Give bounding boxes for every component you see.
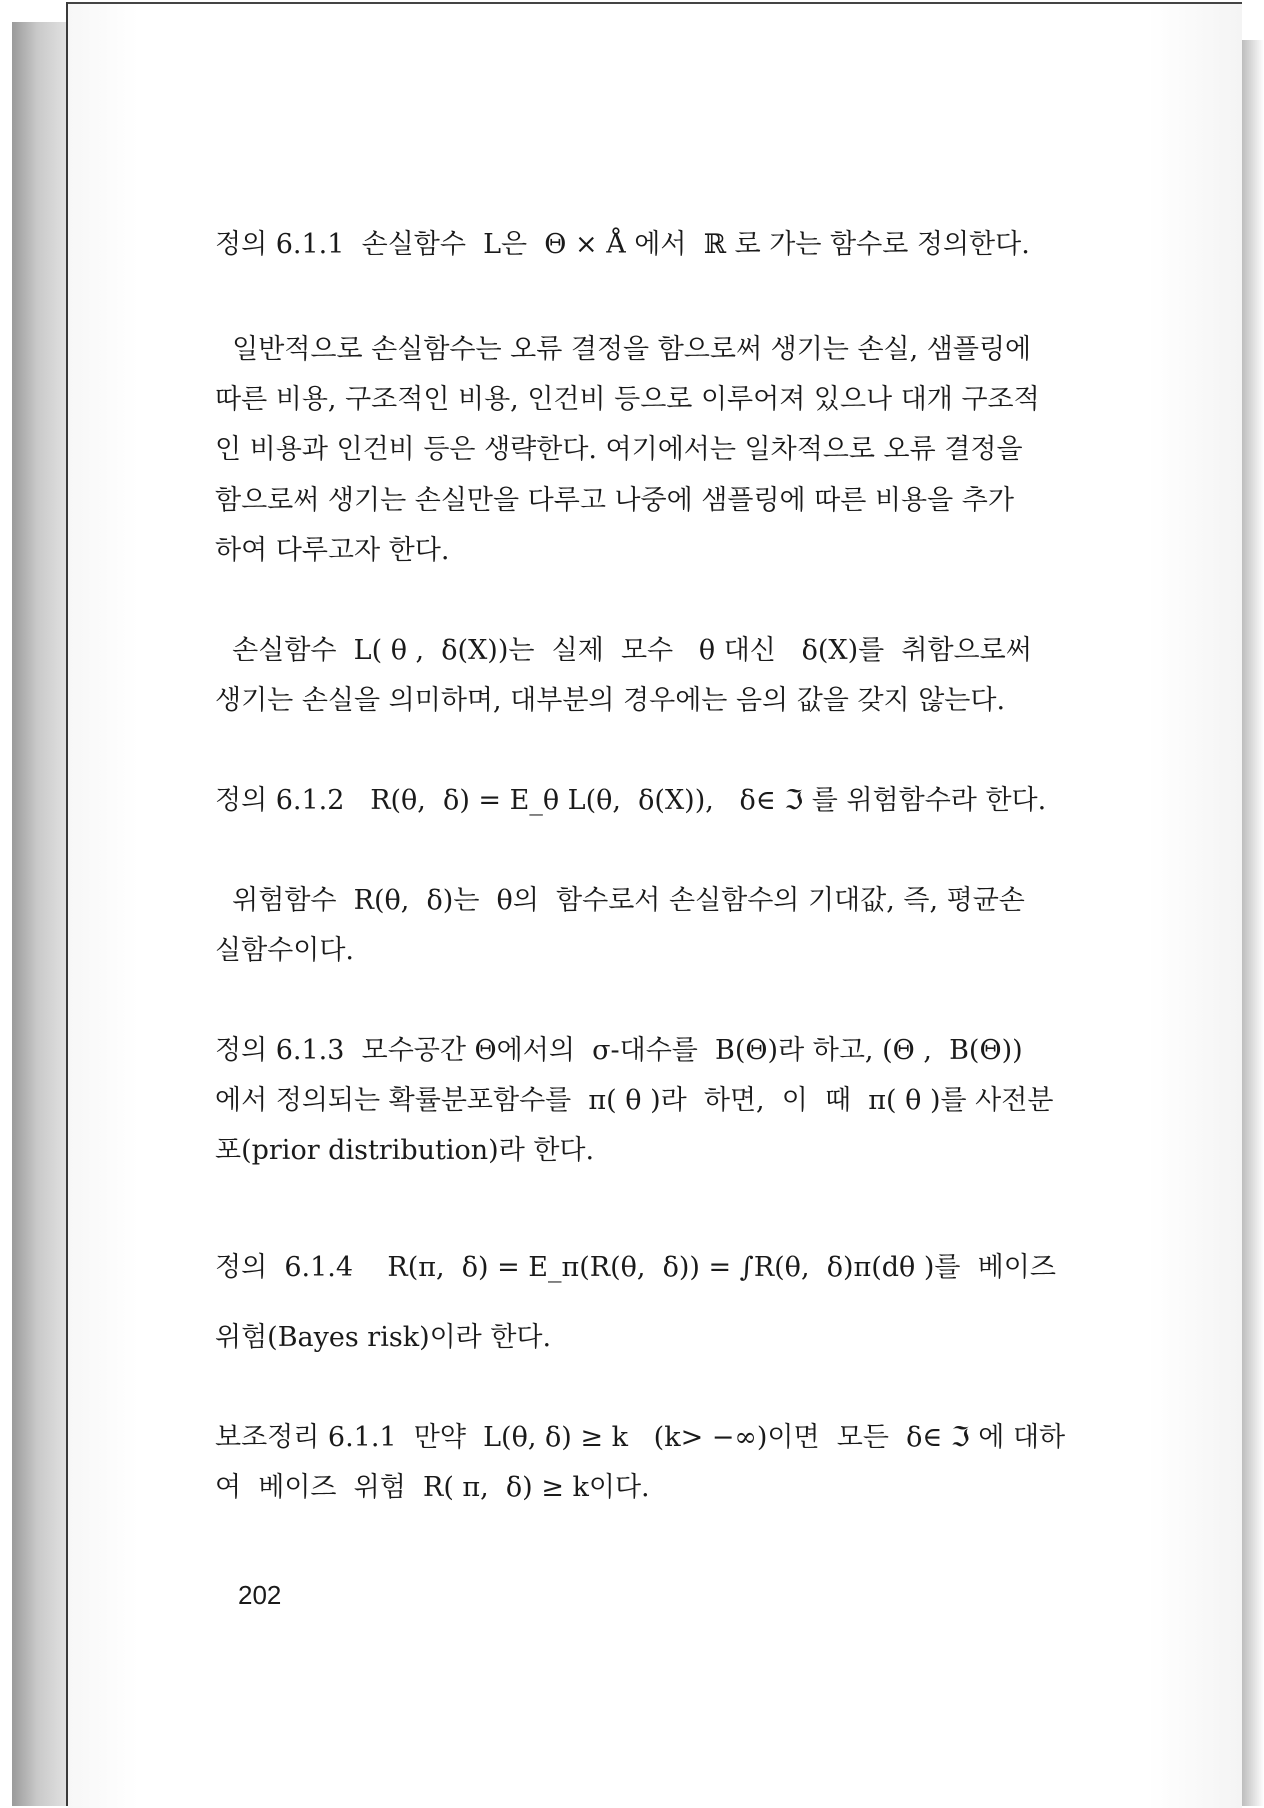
definition-6-1-3-line-3: 포(prior distribution)라 한다. xyxy=(215,1135,595,1166)
book-spine xyxy=(12,22,68,1806)
paragraph-1-line-3: 인 비용과 인건비 등은 생략한다. 여기에서는 일차적으로 오류 결정을 xyxy=(215,434,1023,465)
definition-6-1-4-line-2: 위험(Bayes risk)이라 한다. xyxy=(215,1322,552,1353)
definition-6-1-1: 정의 6.1.1 손실함수 L은 Θ × Å 에서 ℝ 로 가는 함수로 정의한다. xyxy=(215,229,1030,260)
paragraph-1-line-1: 일반적으로 손실함수는 오류 결정을 함으로써 생기는 손실, 샘플링에 xyxy=(215,334,1032,365)
paragraph-1-line-4: 함으로써 생기는 손실만을 다루고 나중에 샘플링에 따른 비용을 추가 xyxy=(215,485,1014,516)
page-number: 202 xyxy=(238,1580,282,1610)
paragraph-3-line-1: 위험함수 R(θ, δ)는 θ의 함수로서 손실함수의 기대값, 즉, 평균손 xyxy=(215,885,1025,916)
paragraph-3-line-2: 실함수이다. xyxy=(215,935,354,966)
lemma-6-1-1-line-2: 여 베이즈 위험 R( π, δ) ≥ k이다. xyxy=(215,1472,650,1503)
definition-6-1-2: 정의 6.1.2 R(θ, δ) = E_θ L(θ, δ(X)), δ∈ ℑ 를 위험함수라 한다. xyxy=(215,785,1047,816)
definition-6-1-4-line-1: 정의 6.1.4 R(π, δ) = E_π(R(θ, δ)) = ∫R(θ, δ)π(dθ )를 베이즈 xyxy=(215,1252,1056,1283)
lemma-6-1-1-line-1: 보조정리 6.1.1 만약 L(θ, δ) ≥ k (k> −∞)이면 모든 δ∈ ℑ 에 대하 xyxy=(215,1422,1066,1453)
page-shadow xyxy=(1242,40,1264,1806)
paragraph-1-line-2: 따른 비용, 구조적인 비용, 인건비 등으로 이루어져 있으나 대개 구조적 xyxy=(215,384,1040,415)
paragraph-2-line-1: 손실함수 L( θ , δ(X))는 실제 모수 θ 대신 δ(X)를 취함으로써 xyxy=(215,635,1032,666)
paragraph-1-line-5: 하여 다루고자 한다. xyxy=(215,535,450,566)
definition-6-1-3-line-2: 에서 정의되는 확률분포함수를 π( θ )라 하면, 이 때 π( θ )를 사전분 xyxy=(215,1085,1054,1116)
definition-6-1-3-line-1: 정의 6.1.3 모수공간 Θ에서의 σ-대수를 B(Θ)라 하고, (Θ , B(Θ)) xyxy=(215,1035,1023,1066)
paragraph-2-line-2: 생기는 손실을 의미하며, 대부분의 경우에는 음의 값을 갖지 않는다. xyxy=(215,685,1006,716)
